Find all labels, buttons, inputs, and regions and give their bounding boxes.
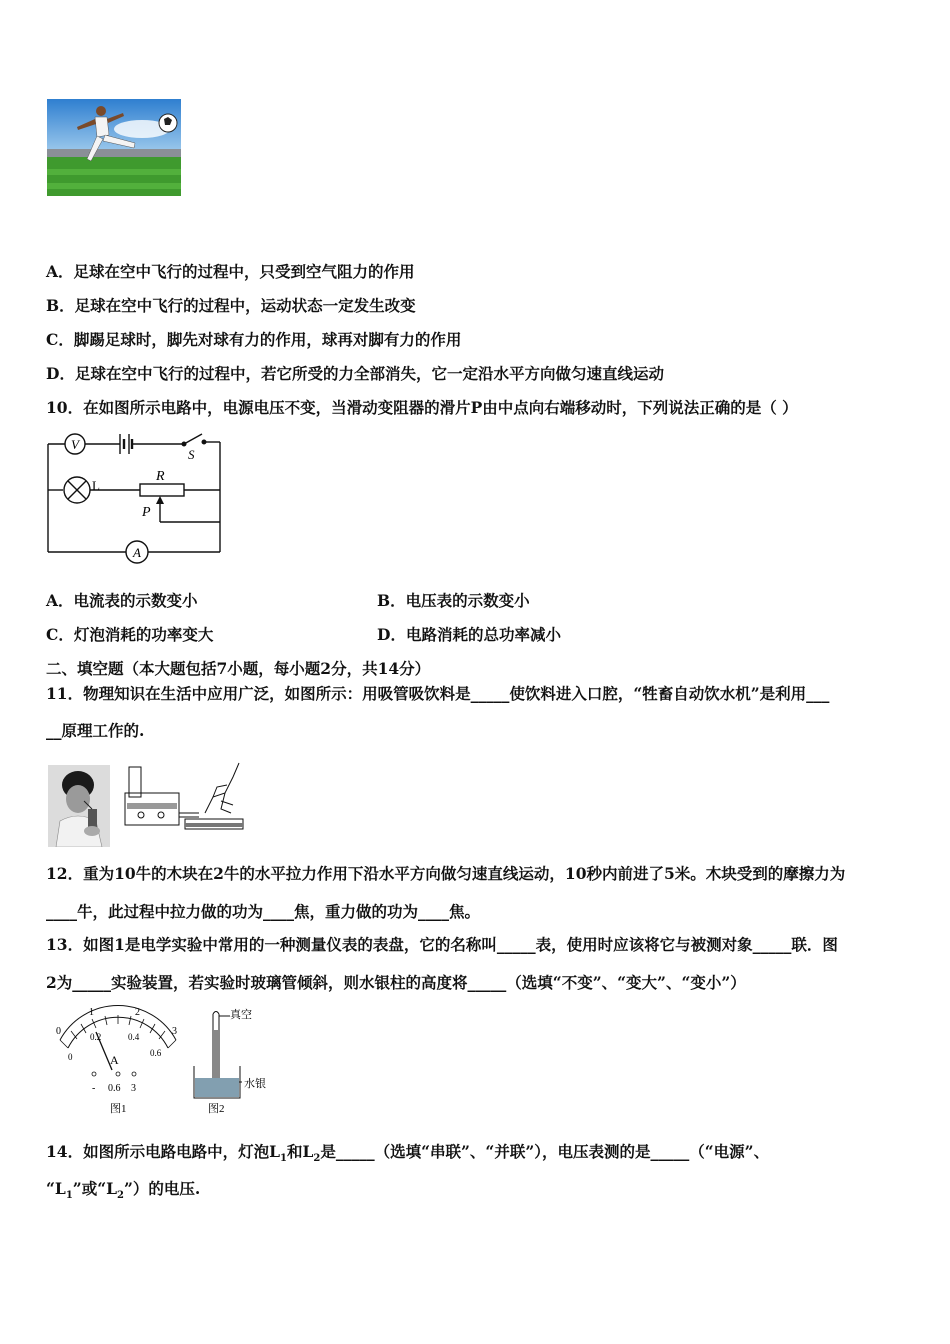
q9-option-a: A．足球在空中飞行的过程中，只受到空气阻力的作用 [46,262,415,281]
q11-line2: __原理工作的. [46,721,145,740]
q10-option-d: D．电路消耗的总功率减小 [377,625,561,644]
terminal-neg: - [92,1083,96,1094]
ammeter-label: A [133,545,141,560]
q13-line2: 2为_____实验装置，若实验时玻璃管倾斜，则水银柱的高度将_____（选填“不变”、“变大”、“变小”） [46,973,746,992]
q11-boy-drinking-photo [48,765,110,847]
q12-line1: 12．重为10牛的木块在2牛的水平拉力作用下沿水平方向做匀速直线运动，10秒内前进了5米。木块受到的摩擦力为 [46,864,846,883]
fig2-caption: 图2 [208,1103,225,1115]
q11-livestock-waterer-drawing [121,757,245,839]
voltmeter-label: V [71,437,79,452]
soccer-photo [47,99,181,196]
dial-unit: A [110,1053,119,1067]
dial-top-0: 0 [56,1026,61,1037]
q13-fig2-torricelli-apparatus [190,1004,282,1120]
q9-option-d: D．足球在空中飞行的过程中，若它所受的力全部消失，它一定沿水平方向做匀速直线运动 [46,364,664,383]
q13-fig1-ammeter-dial [46,1004,186,1120]
dial-top-2: 2 [135,1007,140,1018]
dial-top-1: 1 [89,1007,94,1018]
q10-option-b: B．电压表的示数变小 [377,591,530,610]
dial-top-3: 3 [172,1026,177,1037]
q14-line1: 14．如图所示电路电路中，灯泡$L_1$和$L_2$是_____（选填“串联”、“并联”），电压表测的是_____（“电源”、 [46,1142,770,1165]
dial-bottom-0.6: 0.6 [150,1048,162,1058]
q14-line2: “$L_1$”或“$L_2$”）的电压. [46,1179,201,1202]
q12-line2: ____牛，此过程中拉力做的功为____焦，重力做的功为____焦。 [46,902,481,921]
mercury-label: 水银 [244,1078,266,1090]
rheostat-label: R [156,469,165,484]
terminal-0.6: 0.6 [108,1083,121,1094]
switch-label: S [188,447,195,462]
q10-option-a: A．电流表的示数变小 [46,591,198,610]
dial-bottom-0.2: 0.2 [90,1032,102,1042]
q10-circuit-diagram [44,430,226,566]
section-title: 二、填空题（本大题包括7小题，每小题2分，共14分） [46,659,431,678]
slider-label: P [142,505,151,520]
q10-stem: 10．在如图所示电路中，电源电压不变，当滑动变阻器的滑片P由中点向右端移动时，下列说法正确的是（ ） [46,398,798,417]
q10-option-c: C．灯泡消耗的功率变大 [46,625,214,644]
dial-bottom-0.4: 0.4 [128,1032,140,1042]
vacuum-label: 真空 [230,1009,252,1021]
lamp-label: L [92,478,100,493]
q9-option-c: C．脚踢足球时，脚先对球有力的作用，球再对脚有力的作用 [46,330,462,349]
dial-bottom-0: 0 [68,1052,73,1062]
q11-line1: 11．物理知识在生活中应用广泛，如图所示：用吸管吸饮料是_____使饮料进入口腔，“牲畜自动饮水机”是利用___ [46,684,830,703]
q13-line1: 13．如图1是电学实验中常用的一种测量仪表的表盘，它的名称叫_____表，使用时应该将它与被测对象_____联．图 [46,935,838,954]
q9-option-b: B．足球在空中飞行的过程中，运动状态一定发生改变 [46,296,416,315]
fig1-caption: 图1 [110,1103,127,1115]
terminal-3: 3 [131,1083,136,1094]
